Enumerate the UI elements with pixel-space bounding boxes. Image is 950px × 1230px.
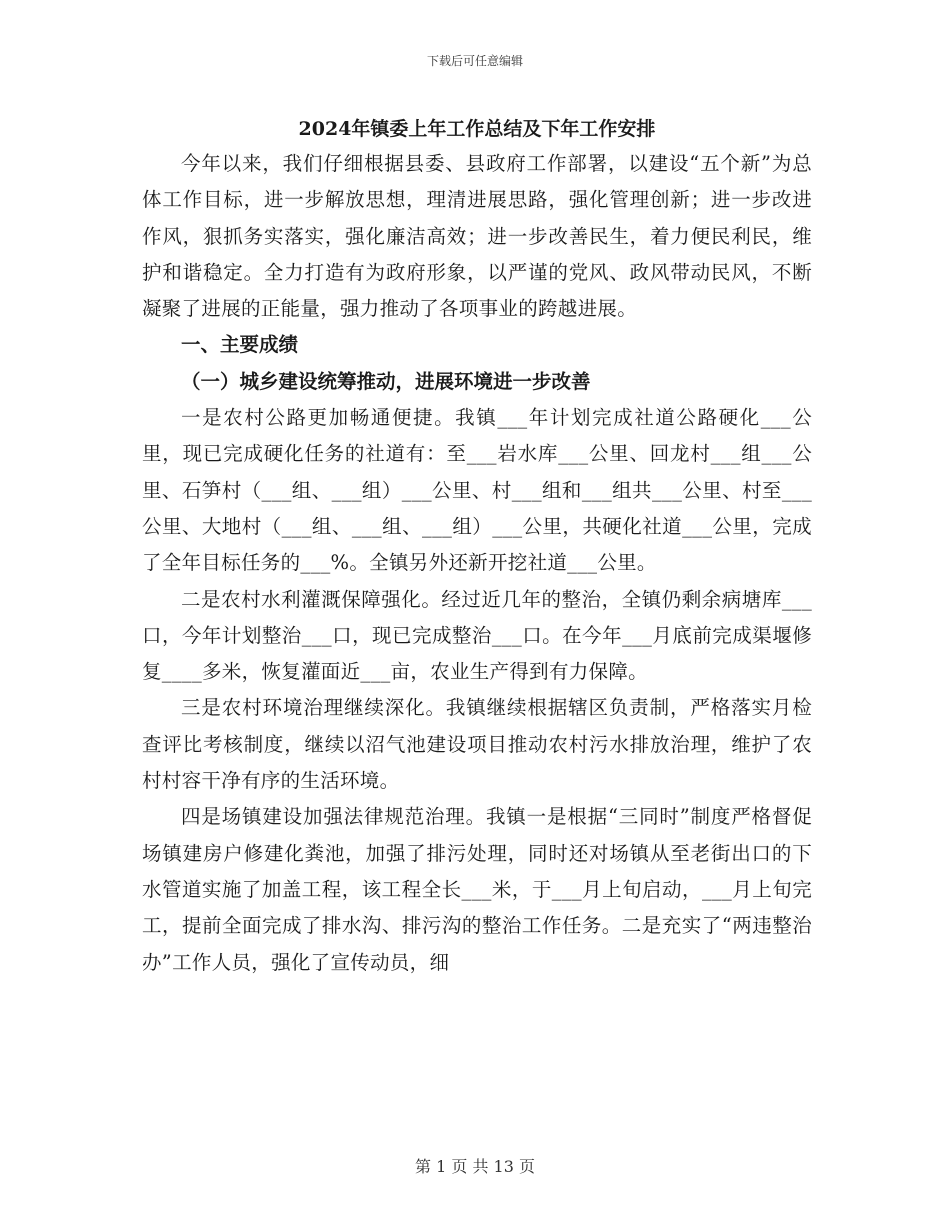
intro-paragraph: 今年以来，我们仔细根据县委、县政府工作部署，以建设“五个新”为总体工作目标，进一步解放思想，理清进展思路，强化管理创新；进一步改进作风，狠抓务实落实，强化廉洁高效；进一步改善民生，着力便民利民，维护和谐稳定。全力打造有为政府形象，以严谨的党风、政风带动民风，不断凝聚了进展的正能量，强力推动了各项事业的跨越进展。 bbox=[142, 152, 812, 321]
page-number: 第 1 页 共 13 页 bbox=[415, 1157, 535, 1176]
page-header-note: 下载后可任意编辑 bbox=[426, 54, 523, 68]
section-heading: 一、主要成绩 bbox=[181, 333, 299, 357]
paragraph-irrigation: 二是农村水利灌溉保障强化。经过近几年的整治，全镇仍剩余病塘库___口，今年计划整治___口，现已完成整治___口。在今年___月底前完成渠堰修复____多米，恢复灌面近___亩，农业生产得到有力保障。 bbox=[142, 587, 812, 684]
paragraph-town-construction: 四是场镇建设加强法律规范治理。我镇一是根据“三同时”制度严格督促场镇建房户修建化粪池，加强了排污处理，同时还对场镇从至老街出口的下水管道实施了加盖工程，该工程全长___米，于___月上旬启动，___月上旬完工，提前全面完成了排水沟、排污沟的整治工作任务。二是充实了“两违整治办”工作人员，强化了宣传动员，细 bbox=[142, 805, 812, 974]
paragraph-roads: 一是农村公路更加畅通便捷。我镇___年计划完成社道公路硬化___公里，现已完成硬化任务的社道有：至___岩水库___公里、回龙村___组___公里、石笋村（___组、___组）___公里、村___组和___组共___公里、村至___公里、大地村（___组、___组、___组）___公里，共硬化社道___公里，完成了全年目标任务的___%。全镇另外还新开挖社道___公里。 bbox=[142, 406, 812, 575]
document-body bbox=[142, 112, 812, 981]
subsection-heading: （一）城乡建设统筹推动，进展环境进一步改善 bbox=[181, 369, 591, 393]
document-title: 2024年镇委上年工作总结及下年工作安排 bbox=[298, 118, 656, 140]
paragraph-environment: 三是农村环境治理继续深化。我镇继续根据辖区负责制，严格落实月检查评比考核制度，继续以沼气池建设项目推动农村污水排放治理，维护了农村村容干净有序的生活环境。 bbox=[142, 696, 812, 793]
